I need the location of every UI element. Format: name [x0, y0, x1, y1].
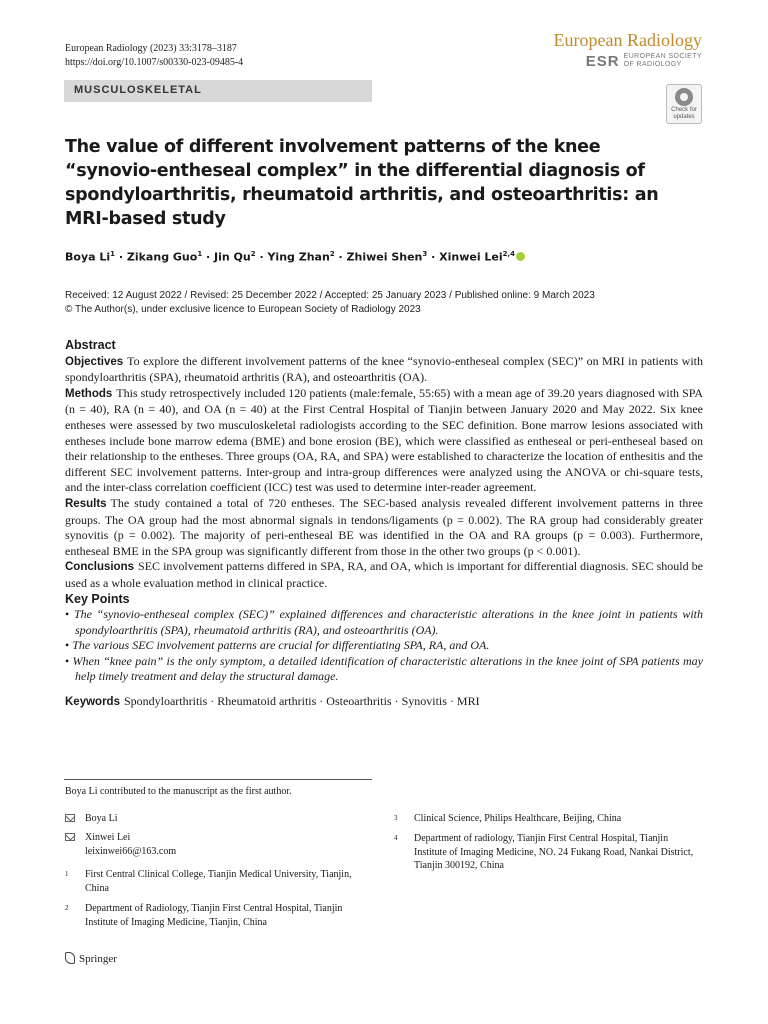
abstract-results: Results The study contained a total of 720 entheses. The SEC-based analysis revealed different involvement patterns in three groups. The OA group had the most abnormal signals in tendons/ligaments (p = 0.002). The RA group had considerably greater synovitis (p = 0.002). The majority of peri-entheseal BE was identified in the OA and RA groups (p = 0.003). Furthermore, entheseal BME in the SPA group was significantly different from those in the other two groups (p < 0.001).: [65, 495, 703, 558]
esr-logo-icon: ESR: [585, 52, 620, 70]
publisher-name: Springer: [79, 953, 117, 965]
author-name[interactable]: Zhiwei Shen: [346, 250, 423, 264]
key-point: • The various SEC involvement patterns are crucial for differentiating SPA, RA, and OA.: [65, 638, 703, 654]
key-points-heading: Key Points: [65, 591, 130, 606]
abstract-objectives: Objectives To explore the different involvement patterns of the knee “synovio-entheseal complex (SEC)” on MRI in patients with spondyloarthritis (SPA), rheumatoid arthritis (RA), and osteoarthritis (OA).: [65, 353, 703, 385]
journal-logo[interactable]: [554, 30, 702, 69]
journal-name: European Radiology: [553, 30, 702, 50]
abstract-section: [65, 338, 703, 711]
society-logo: [554, 53, 702, 69]
contact-boya-li: Boya Li: [65, 812, 365, 826]
society-name: EUROPEAN SOCIETY OF RADIOLOGY: [623, 53, 702, 68]
abstract-heading: Abstract: [65, 338, 116, 352]
article-history: [65, 289, 595, 317]
copyright-line: © The Author(s), under exclusive licence to European Society of Radiology 2023: [65, 304, 421, 315]
orcid-icon[interactable]: [516, 252, 525, 261]
citation-line: European Radiology (2023) 33:3178–3187: [65, 43, 237, 54]
doi-link[interactable]: https://doi.org/10.1007/s00330-023-09485-4: [65, 57, 244, 68]
contribution-note: Boya Li contributed to the manuscript as the first author.: [65, 786, 292, 797]
contact-xinwei-lei: Xinwei Lei leixinwei66@163.com: [65, 831, 365, 858]
affiliation-3: 3 Clinical Science, Philips Healthcare, Beijing, China: [394, 813, 622, 824]
author-name[interactable]: Ying Zhan: [267, 250, 330, 264]
affiliation-1: 1 First Central Clinical College, Tianjin Medical University, Tianjin, China: [65, 869, 352, 894]
author-name[interactable]: Jin Qu: [214, 250, 251, 264]
dates-line: Received: 12 August 2022 / Revised: 25 December 2022 / Accepted: 25 January 2023 / Published online: 9 March 2023: [65, 290, 595, 301]
author-name[interactable]: Boya Li: [65, 250, 111, 264]
article-title: The value of different involvement patterns of the knee “synovio-entheseal complex” in the differential diagnosis of spondyloarthritis, rheumatoid arthritis, and osteoarthritis: an MRI-based study: [65, 137, 659, 229]
footnote-divider: [64, 779, 372, 780]
journal-citation-block: [65, 42, 243, 70]
key-point: • When “knee pain” is the only symptom, a detailed identification of characteristic alterations in the knee joint of SPA patients may help timely treatment and delay the structural damage.: [65, 654, 703, 685]
section-banner: [64, 80, 372, 102]
envelope-icon: [65, 833, 75, 841]
key-points-list: [65, 607, 703, 685]
springer-horse-icon: [65, 952, 75, 964]
section-label: MUSCULOSKELETAL: [74, 84, 202, 96]
check-for-updates-button[interactable]: [666, 84, 702, 124]
abstract-methods: Methods This study retrospectively included 120 patients (male:female, 55:65) with a mean age of 39.20 years diagnosed with SPA (n = 40), RA (n = 40), and OA (n = 40) at the First Central Hospital of Tianjin between January 2020 and May 2022. Six knee entheses were assessed by two musculoskeletal radiologists according to the SEC definition. Bone marrow lesions associated with entheses include bone marrow edema (BME) and bone erosion (BE), which were classified as entheseal or peri-entheseal based on their relationship to the entheses. Three groups (OA, RA, and SPA) were established to characterize the location of enthesitis and the different SEC involvement patterns. Inter-group and intra-group differences were analyzed using the ANOVA or chi-square tests, and the inter-class correlation coefficient (ICC) test was used to determine inter-reader agreement.: [65, 385, 703, 495]
crossmark-icon: [675, 88, 693, 106]
publisher-logo[interactable]: [65, 952, 117, 965]
keywords: Keywords Spondyloarthritis · Rheumatoid arthritis · Osteoarthritis · Synovitis · MRI: [65, 694, 480, 709]
envelope-icon: [65, 814, 75, 822]
check-updates-label: Check for updates: [671, 107, 697, 120]
author-name[interactable]: Xinwei Lei: [439, 250, 503, 264]
key-point: • The “synovio-entheseal complex (SEC)” explained differences and characteristic alterations in the knee joint in patients with spondyloarthritis (SPA), rheumatoid arthritis (RA), and osteoarthritis (OA).: [65, 607, 703, 638]
affiliation-4: 4 Department of radiology, Tianjin First Central Hospital, Tianjin Institute of Imaging Medicine, NO. 24 Fukang Road, Nankai District, Tianjin 300192, China: [394, 833, 694, 871]
affiliation-2: 2 Department of Radiology, Tianjin First Central Hospital, Tianjin Institute of Imaging Medicine, Tianjin, China: [65, 903, 343, 928]
abstract-conclusions: Conclusions SEC involvement patterns differed in SPA, RA, and OA, which is important for differential diagnosis. SEC should be used as a whole evaluation method in clinical practice.: [65, 559, 703, 590]
contact-email[interactable]: leixinwei66@163.com: [85, 845, 177, 857]
author-list: Boya $Li^1$ · Zikang Guo$^1$ · Jin $Qu^2$ · Ying Zhan$^2$ · Zhiwei Shen$^3$ · Xinwei Lei$^{2,4}$: [65, 250, 525, 264]
author-name[interactable]: Zikang Guo: [126, 250, 198, 264]
